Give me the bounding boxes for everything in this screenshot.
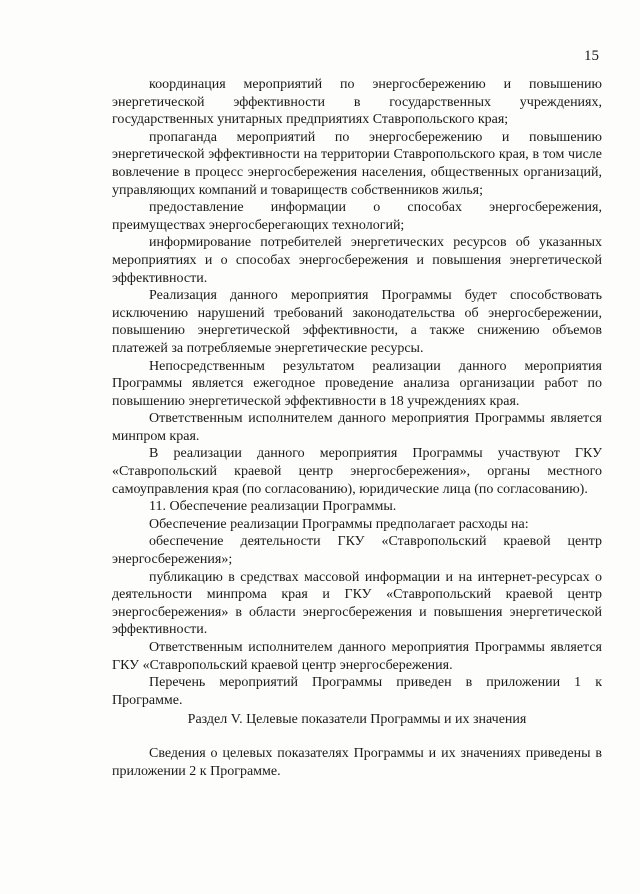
paragraph: обеспечение деятельности ГКУ «Ставропольский краевой центр энергосбережения»;	[112, 534, 602, 568]
paragraph: Ответственным исполнителем данного мероприятия Программы является ГКУ «Ставропольский краевой центр энергосбережения.	[112, 640, 602, 673]
paragraph: информирование потребителей энергетических ресурсов об указанных мероприятиях и о способах энергосбережения и повышения энергетической эффективности.	[112, 235, 602, 286]
section-heading: Раздел V. Целевые показатели Программы и их значения	[187, 712, 527, 727]
paragraph: координация мероприятий по энергосбережению и повышению энергетической эффективности в государственных учреждениях, государственных унитарных предприятиях Ставропольского края;	[112, 77, 602, 128]
paragraph: публикацию в средствах массовой информации и на интернет-ресурсах о деятельности минпрома края и ГКУ «Ставропольский краевой центр энергосбережения» в области энергосбережения и повышения энергетической эффективности.	[112, 569, 602, 638]
paragraph: Перечень мероприятий Программы приведен в приложении 1 к Программе.	[112, 675, 602, 708]
paragraph: пропаганда мероприятий по энергосбережению и повышению энергетической эффективности на территории Ставропольского края, в том числе вовлечение в процесс энергосбережения населения, общественных организаций, управляющих компаний и товариществ собственников жилья;	[112, 129, 602, 198]
paragraph: В реализации данного мероприятия Программы участвуют ГКУ «Ставропольский краевой центр энергосбережения», органы местного самоуправления края (по согласованию), юридические лица (по согласованию).	[112, 446, 602, 497]
paragraph: Обеспечение реализации Программы предполагает расходы на:	[149, 516, 529, 532]
paragraph: Реализация данного мероприятия Программы будет способствовать исключению нарушений требований законодательства об энергосбережении, повышению энергетической эффективности, а также снижению объемов платежей за потребляемые энергетические ресурсы.	[112, 288, 602, 356]
paragraph: Сведения о целевых показателях Программы и их значениях приведены в приложении 2 к Программе.	[112, 746, 602, 779]
final-text	[112, 745, 602, 780]
page-number: 15	[584, 48, 599, 64]
paragraph: Непосредственным результатом реализации данного мероприятия Программы является ежегодное проведение анализа организации работ по повышению энергетической эффективности в 18 учреждениях края.	[112, 358, 602, 409]
paragraph: предоставление информации о способах энергосбережения, преимуществах энергосберегающих технологий;	[112, 200, 602, 233]
body-text	[112, 76, 602, 709]
paragraph: Ответственным исполнителем данного мероприятия Программы является минпром края.	[112, 411, 602, 444]
paragraph: 11. Обеспечение реализации Программы.	[149, 499, 397, 515]
